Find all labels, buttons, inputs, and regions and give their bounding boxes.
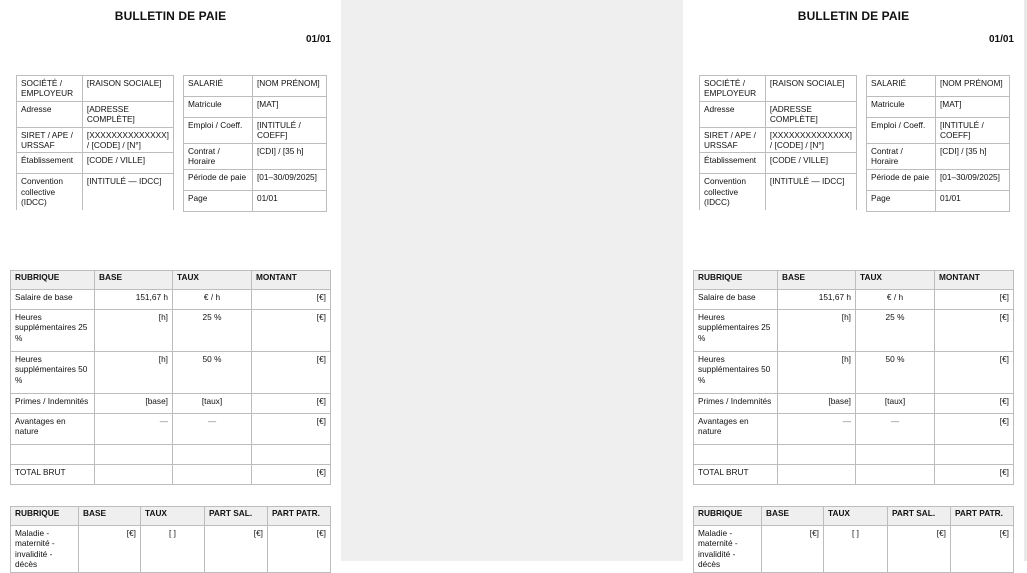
taux-cell: [taux] bbox=[173, 394, 252, 414]
employee-value: [01–30/09/2025] bbox=[936, 169, 1010, 190]
montant-cell bbox=[935, 445, 1014, 465]
employer-value: [INTITULÉ — IDCC] bbox=[82, 174, 173, 210]
taux-cell bbox=[173, 465, 252, 485]
document-title: BULLETIN DE PAIE bbox=[114, 9, 227, 23]
employee-value: [NOM PRÉNOM] bbox=[936, 76, 1010, 97]
employee-value: [CDI] / [35 h] bbox=[253, 143, 327, 169]
earnings-table bbox=[10, 270, 331, 485]
employer-row bbox=[700, 153, 857, 174]
table-row bbox=[11, 290, 331, 310]
employee-value: [01–30/09/2025] bbox=[253, 169, 327, 190]
employer-label: Adresse bbox=[700, 101, 766, 127]
employee-row bbox=[867, 169, 1010, 190]
employer-row bbox=[700, 127, 857, 153]
employer-row bbox=[17, 174, 174, 210]
payslip-page-right bbox=[683, 0, 1024, 570]
employer-label: SIRET / APE / URSSAF bbox=[17, 127, 83, 153]
taux-cell: € / h bbox=[856, 290, 935, 310]
employee-row bbox=[867, 76, 1010, 97]
employer-label: SIRET / APE / URSSAF bbox=[700, 127, 766, 153]
montant-cell: [€] bbox=[252, 290, 331, 310]
employer-row bbox=[17, 153, 174, 174]
rubrique-cell: Salaire de base bbox=[11, 290, 95, 310]
part-patronale-cell: [€] bbox=[951, 526, 1014, 573]
column-header: PART PATR. bbox=[268, 507, 331, 526]
employee-value: [CDI] / [35 h] bbox=[936, 143, 1010, 169]
column-header: PART SAL. bbox=[205, 507, 268, 526]
base-cell: [h] bbox=[778, 310, 856, 352]
document-title: BULLETIN DE PAIE bbox=[797, 9, 910, 23]
employee-row bbox=[184, 118, 327, 144]
part-salariale-cell: [€] bbox=[888, 526, 951, 573]
rubrique-cell: Avantages en nature bbox=[11, 414, 95, 445]
taux-cell: [taux] bbox=[856, 394, 935, 414]
table-row bbox=[694, 310, 1014, 352]
rubrique-cell: Primes / Indemnités bbox=[11, 394, 95, 414]
montant-cell: [€] bbox=[252, 310, 331, 352]
montant-cell: [€] bbox=[252, 465, 331, 485]
table-row bbox=[694, 352, 1014, 394]
base-cell: — bbox=[95, 414, 173, 445]
taux-cell: — bbox=[856, 414, 935, 445]
earnings-table bbox=[693, 270, 1014, 485]
table-row bbox=[11, 394, 331, 414]
taux-cell: 25 % bbox=[173, 310, 252, 352]
base-cell: [h] bbox=[778, 352, 856, 394]
part-salariale-cell: [€] bbox=[205, 526, 268, 573]
employer-label: SOCIÉTÉ / EMPLOYEUR bbox=[17, 76, 83, 102]
column-header: BASE bbox=[95, 271, 173, 290]
page-number: 01/01 bbox=[988, 34, 1014, 45]
employer-value: [XXXXXXXXXXXXXX] / [CODE] / [N°] bbox=[82, 127, 173, 153]
page-number: 01/01 bbox=[305, 34, 331, 45]
employee-info-table bbox=[183, 75, 327, 212]
employee-label: Emploi / Coeff. bbox=[184, 118, 253, 144]
table-row bbox=[11, 414, 331, 445]
employee-label: Matricule bbox=[184, 97, 253, 118]
employer-value: [CODE / VILLE] bbox=[765, 153, 856, 174]
rubrique-cell: TOTAL BRUT bbox=[11, 465, 95, 485]
base-cell bbox=[778, 445, 856, 465]
montant-cell: [€] bbox=[935, 290, 1014, 310]
employer-value: [XXXXXXXXXXXXXX] / [CODE] / [N°] bbox=[765, 127, 856, 153]
employee-label: SALARIÉ bbox=[867, 76, 936, 97]
employer-row bbox=[700, 101, 857, 127]
rubrique-cell: Maladie - maternité - invalidité - décès bbox=[11, 526, 79, 573]
column-header: TAUX bbox=[824, 507, 888, 526]
base-cell: [base] bbox=[778, 394, 856, 414]
montant-cell: [€] bbox=[252, 414, 331, 445]
employer-label: SOCIÉTÉ / EMPLOYEUR bbox=[700, 76, 766, 102]
rubrique-cell: Heures supplémentaires 50 % bbox=[11, 352, 95, 394]
employee-value: [MAT] bbox=[936, 97, 1010, 118]
employee-label: Page bbox=[867, 190, 936, 211]
employer-value: [INTITULÉ — IDCC] bbox=[765, 174, 856, 210]
rubrique-cell: Avantages en nature bbox=[694, 414, 778, 445]
table-row bbox=[694, 290, 1014, 310]
column-header: TAUX bbox=[141, 507, 205, 526]
employer-row bbox=[17, 101, 174, 127]
column-header: PART SAL. bbox=[888, 507, 951, 526]
employer-value: [CODE / VILLE] bbox=[82, 153, 173, 174]
column-header: RUBRIQUE bbox=[11, 507, 79, 526]
employee-label: SALARIÉ bbox=[184, 76, 253, 97]
taux-cell: — bbox=[173, 414, 252, 445]
earnings-header-row bbox=[11, 271, 331, 290]
column-header: BASE bbox=[762, 507, 824, 526]
column-header: TAUX bbox=[173, 271, 252, 290]
employee-value: 01/01 bbox=[253, 190, 327, 211]
montant-cell: [€] bbox=[935, 310, 1014, 352]
montant-cell: [€] bbox=[252, 352, 331, 394]
rubrique-cell: Heures supplémentaires 25 % bbox=[694, 310, 778, 352]
employer-label: Établissement bbox=[700, 153, 766, 174]
employer-row bbox=[700, 174, 857, 210]
base-cell: [€] bbox=[762, 526, 824, 573]
column-header: BASE bbox=[778, 271, 856, 290]
column-header: RUBRIQUE bbox=[11, 271, 95, 290]
column-header: BASE bbox=[79, 507, 141, 526]
column-header: TAUX bbox=[856, 271, 935, 290]
rubrique-cell bbox=[694, 445, 778, 465]
rubrique-cell: Salaire de base bbox=[694, 290, 778, 310]
employee-label: Contrat / Horaire bbox=[867, 143, 936, 169]
montant-cell: [€] bbox=[935, 352, 1014, 394]
employer-label: Établissement bbox=[17, 153, 83, 174]
employer-value: [RAISON SOCIALE] bbox=[765, 76, 856, 102]
taux-cell: 50 % bbox=[856, 352, 935, 394]
employee-label: Page bbox=[184, 190, 253, 211]
employer-info-table bbox=[699, 75, 857, 210]
employee-label: Période de paie bbox=[184, 169, 253, 190]
employee-value: [INTITULÉ / COEFF] bbox=[253, 118, 327, 144]
employee-row bbox=[184, 97, 327, 118]
table-row bbox=[11, 445, 331, 465]
column-header: RUBRIQUE bbox=[694, 271, 778, 290]
base-cell: 151,67 h bbox=[778, 290, 856, 310]
employee-row bbox=[867, 143, 1010, 169]
montant-cell: [€] bbox=[935, 465, 1014, 485]
base-cell: 151,67 h bbox=[95, 290, 173, 310]
base-cell: [h] bbox=[95, 352, 173, 394]
employer-label: Convention collective (IDCC) bbox=[700, 174, 766, 210]
base-cell: [h] bbox=[95, 310, 173, 352]
montant-cell: [€] bbox=[935, 414, 1014, 445]
employee-label: Contrat / Horaire bbox=[184, 143, 253, 169]
employer-row bbox=[17, 127, 174, 153]
rubrique-cell: Primes / Indemnités bbox=[694, 394, 778, 414]
contributions-table bbox=[693, 506, 1014, 573]
employee-label: Matricule bbox=[867, 97, 936, 118]
employee-row bbox=[867, 97, 1010, 118]
base-cell bbox=[95, 445, 173, 465]
employee-value: [MAT] bbox=[253, 97, 327, 118]
taux-cell: € / h bbox=[173, 290, 252, 310]
base-cell bbox=[95, 465, 173, 485]
taux-cell: 25 % bbox=[856, 310, 935, 352]
table-row bbox=[694, 445, 1014, 465]
rubrique-cell bbox=[11, 445, 95, 465]
rubrique-cell: Heures supplémentaires 50 % bbox=[694, 352, 778, 394]
employer-label: Adresse bbox=[17, 101, 83, 127]
employer-row bbox=[17, 76, 174, 102]
employer-label: Convention collective (IDCC) bbox=[17, 174, 83, 210]
employee-label: Période de paie bbox=[867, 169, 936, 190]
table-row bbox=[11, 352, 331, 394]
taux-cell bbox=[856, 465, 935, 485]
column-header: RUBRIQUE bbox=[694, 507, 762, 526]
base-cell: [base] bbox=[95, 394, 173, 414]
montant-cell: [€] bbox=[252, 394, 331, 414]
employer-value: [ADRESSE COMPLÈTE] bbox=[82, 101, 173, 127]
table-row bbox=[694, 526, 1014, 573]
contributions-header-row bbox=[11, 507, 331, 526]
contributions-table bbox=[10, 506, 331, 573]
montant-cell: [€] bbox=[935, 394, 1014, 414]
employee-value: [NOM PRÉNOM] bbox=[253, 76, 327, 97]
employee-row bbox=[184, 190, 327, 211]
part-patronale-cell: [€] bbox=[268, 526, 331, 573]
rubrique-cell: Maladie - maternité - invalidité - décès bbox=[694, 526, 762, 573]
employee-label: Emploi / Coeff. bbox=[867, 118, 936, 144]
total-row bbox=[694, 465, 1014, 485]
taux-cell bbox=[856, 445, 935, 465]
column-header: MONTANT bbox=[935, 271, 1014, 290]
taux-cell: [ ] bbox=[141, 526, 205, 573]
employee-value: 01/01 bbox=[936, 190, 1010, 211]
page-gap bbox=[341, 0, 683, 561]
payslip-page-left bbox=[0, 0, 341, 570]
employee-row bbox=[184, 143, 327, 169]
employer-value: [ADRESSE COMPLÈTE] bbox=[765, 101, 856, 127]
taux-cell: [ ] bbox=[824, 526, 888, 573]
employee-info-table bbox=[866, 75, 1010, 212]
table-row bbox=[11, 310, 331, 352]
employee-row bbox=[184, 169, 327, 190]
employer-info-table bbox=[16, 75, 174, 210]
employer-row bbox=[700, 76, 857, 102]
column-header: MONTANT bbox=[252, 271, 331, 290]
base-cell: — bbox=[778, 414, 856, 445]
employee-row bbox=[184, 76, 327, 97]
taux-cell bbox=[173, 445, 252, 465]
montant-cell bbox=[252, 445, 331, 465]
base-cell bbox=[778, 465, 856, 485]
base-cell: [€] bbox=[79, 526, 141, 573]
column-header: PART PATR. bbox=[951, 507, 1014, 526]
rubrique-cell: TOTAL BRUT bbox=[694, 465, 778, 485]
total-row bbox=[11, 465, 331, 485]
taux-cell: 50 % bbox=[173, 352, 252, 394]
table-row bbox=[694, 414, 1014, 445]
earnings-header-row bbox=[694, 271, 1014, 290]
rubrique-cell: Heures supplémentaires 25 % bbox=[11, 310, 95, 352]
table-row bbox=[694, 394, 1014, 414]
employee-value: [INTITULÉ / COEFF] bbox=[936, 118, 1010, 144]
employee-row bbox=[867, 118, 1010, 144]
table-row bbox=[11, 526, 331, 573]
employee-row bbox=[867, 190, 1010, 211]
employer-value: [RAISON SOCIALE] bbox=[82, 76, 173, 102]
contributions-header-row bbox=[694, 507, 1014, 526]
